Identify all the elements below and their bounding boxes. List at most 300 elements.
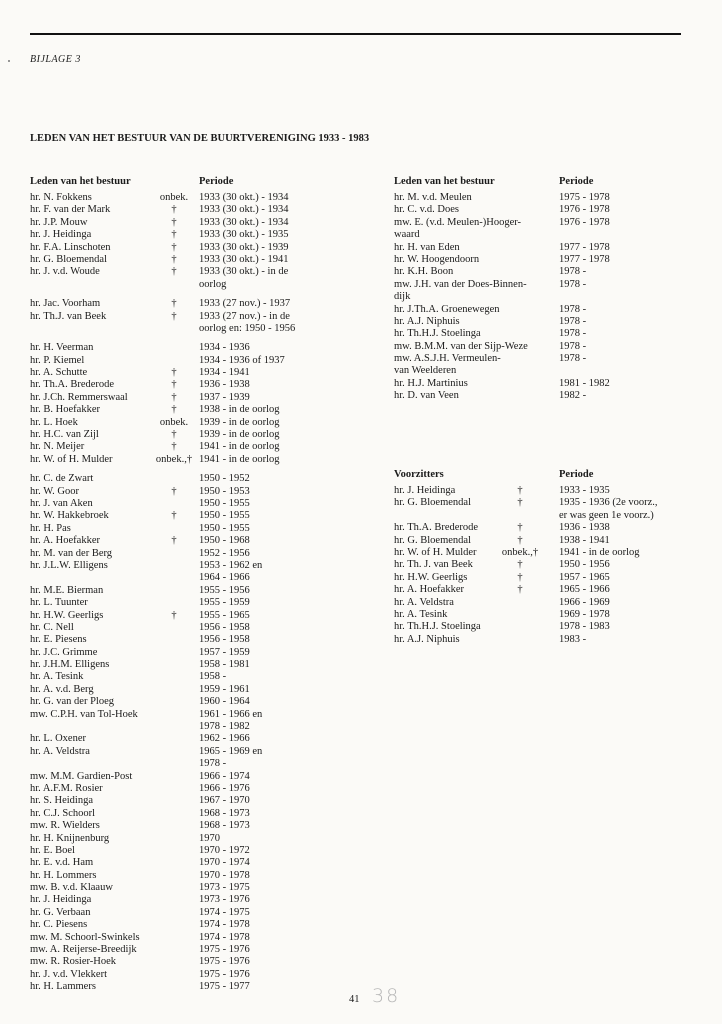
member-name: dijk: [394, 291, 411, 303]
table-row: [394, 291, 694, 303]
table-row: [30, 919, 330, 931]
member-name: hr. H. Lammers: [30, 981, 96, 993]
table-row: [394, 365, 694, 377]
member-name: hr. W. Goor: [30, 485, 80, 497]
top-rule: [30, 33, 681, 35]
member-name: hr. L. Oxener: [30, 733, 86, 745]
member-name: mw. B. v.d. Klaauw: [30, 882, 113, 894]
period-value: 1978 -: [559, 303, 587, 315]
table-row: [30, 217, 330, 229]
member-name: hr. M.E. Bierman: [30, 584, 104, 596]
member-name: hr. G. Verbaan: [30, 906, 91, 918]
table-row: [394, 316, 694, 328]
status-mark: onbek.: [159, 416, 189, 428]
table-row: [30, 783, 330, 795]
table-row: [394, 192, 694, 204]
member-name: hr. J. v.d. Woude: [30, 266, 100, 278]
period-value: 1959 - 1961: [199, 683, 250, 695]
table-row: [30, 355, 330, 367]
member-name: hr. E. Piesens: [30, 634, 87, 646]
table-row: [30, 597, 330, 609]
table-row: [30, 894, 330, 906]
period-value: 1970: [199, 832, 220, 844]
member-name: hr. B. Hoefakker: [30, 404, 100, 416]
member-name: hr. Th.J. van Beek: [30, 310, 107, 322]
table-row: [30, 746, 330, 758]
period-value: 1983 -: [559, 633, 587, 645]
period-value: 1978 -: [559, 278, 587, 290]
period-value: 1933 (30 okt.) - 1935: [199, 229, 289, 241]
status-mark: †: [171, 379, 177, 391]
table-row: [30, 454, 330, 466]
table-row: [394, 242, 694, 254]
status-mark: †: [171, 404, 177, 416]
member-name: hr. N. Meijer: [30, 441, 85, 453]
status-mark: †: [517, 485, 523, 496]
period-value: 1975 - 1978: [559, 192, 610, 203]
period-value: 1957 - 1959: [199, 646, 250, 658]
period-value: 1973 - 1976: [199, 894, 250, 906]
table-row: [394, 522, 694, 534]
member-name: hr. H. Lommers: [30, 869, 97, 881]
status-mark: †: [171, 441, 177, 453]
table-row: [30, 560, 330, 572]
period-value: 1977 - 1978: [559, 253, 610, 265]
member-name: mw. B.M.M. van der Sijp-Weze: [394, 340, 528, 352]
table-row: [30, 323, 330, 335]
member-name: hr. A.F.M. Rosier: [30, 782, 103, 794]
table-row: [30, 610, 330, 622]
member-name: hr. N. Fokkens: [30, 192, 92, 203]
table-row: [30, 845, 330, 857]
period-value: 1978 -: [559, 266, 587, 278]
table-row: [30, 510, 330, 522]
member-name: hr. A. Veldstra: [30, 745, 90, 757]
member-name: hr. J. Heidinga: [30, 229, 92, 241]
period-value: 1950 - 1955: [199, 497, 250, 509]
period-value: 1965 - 1969 en: [199, 745, 263, 757]
member-name: hr. C.J. Schoorl: [30, 807, 96, 819]
board-members-table-right: [394, 176, 694, 403]
member-name: hr. C. Piesens: [30, 919, 88, 931]
member-name: hr. L. Tuunter: [30, 597, 88, 609]
table-row: [30, 548, 330, 560]
member-name: waard: [394, 229, 420, 241]
member-name: hr. P. Kiemel: [30, 354, 85, 366]
member-name: hr. C. de Zwart: [30, 473, 94, 485]
table-row: [394, 584, 694, 596]
period-value: 1970 - 1974: [199, 857, 250, 869]
table-row: [30, 417, 330, 429]
member-name: hr. L. Hoek: [30, 416, 78, 428]
table-row: [394, 621, 694, 633]
table-row: [30, 298, 330, 310]
period-value: 1933 - 1935: [559, 485, 610, 496]
table-row: [30, 932, 330, 944]
status-mark: †: [517, 534, 523, 546]
member-name: hr. G. Bloemendal: [30, 253, 107, 265]
column-header-name: Leden van het bestuur: [394, 176, 495, 187]
period-value: 1933 (30 okt.) - 1934: [199, 204, 289, 216]
period-value: 1955 - 1959: [199, 597, 250, 609]
period-value: 1966 - 1974: [199, 770, 250, 782]
table-row: [30, 709, 330, 721]
period-value: 1970 - 1972: [199, 844, 250, 856]
period-value: 1941 - in de oorlog: [199, 453, 280, 465]
member-name: hr. A. v.d. Berg: [30, 683, 94, 695]
table-row: [394, 266, 694, 278]
period-value: 1955 - 1965: [199, 609, 250, 621]
period-value: 1950 - 1952: [199, 473, 250, 485]
table-row: [30, 404, 330, 416]
period-value: 1933 (30 okt.) - 1934: [199, 192, 289, 203]
table-row: [394, 572, 694, 584]
period-value: 1973 - 1975: [199, 882, 250, 894]
member-name: hr. Th.A. Brederode: [394, 522, 479, 534]
member-name: mw. E. (v.d. Meulen-)Hooger-: [394, 216, 522, 228]
period-value: 1968 - 1973: [199, 820, 250, 832]
member-name: hr. F. van der Mark: [30, 204, 111, 216]
table-row: [394, 341, 694, 353]
table-row: [30, 342, 330, 354]
member-name: hr. A.J. Niphuis: [394, 315, 460, 327]
status-mark: †: [171, 266, 177, 278]
table-row: [394, 204, 694, 216]
period-value: 1955 - 1956: [199, 584, 250, 596]
table-row: [394, 229, 694, 241]
table-row: [30, 229, 330, 241]
margin-speck: [8, 60, 10, 62]
period-value: 1933 (30 okt.) - in de: [199, 266, 289, 278]
table-row: [30, 969, 330, 981]
table-row: [30, 944, 330, 956]
table-row: [30, 721, 330, 733]
period-value: 1953 - 1962 en: [199, 559, 263, 571]
table-row: [30, 311, 330, 323]
member-name: mw. R. Rosier-Hoek: [30, 956, 117, 968]
table-row: [30, 622, 330, 634]
member-name: hr. J.Th.A. Groenewegen: [394, 303, 500, 315]
period-value: 1950 - 1956: [559, 559, 610, 571]
period-value: 1978 - 1983: [559, 621, 610, 633]
table-row: [394, 547, 694, 559]
member-name: hr. S. Heidinga: [30, 795, 93, 807]
member-name: hr. W. Hoogendoorn: [394, 253, 480, 265]
member-name: hr. A. Tesink: [394, 608, 448, 620]
table-row: [394, 390, 694, 402]
table-header: [394, 176, 694, 192]
member-name: hr. H. Pas: [30, 522, 71, 534]
period-value: 1950 - 1953: [199, 485, 250, 497]
table-row: [30, 671, 330, 683]
table-row: [30, 795, 330, 807]
table-row: [394, 485, 694, 497]
member-name: hr. A. Veldstra: [394, 596, 454, 608]
period-value: 1966 - 1969: [559, 596, 610, 608]
table-row: [30, 647, 330, 659]
period-value: 1950 - 1955: [199, 510, 250, 522]
table-row: [394, 279, 694, 291]
member-name: mw. M. Schoorl-Swinkels: [30, 931, 140, 943]
table-row: [30, 441, 330, 453]
member-name: hr. F.A. Linschoten: [30, 241, 111, 253]
member-name: van Weelderen: [394, 365, 457, 377]
appendix-label: BIJLAGE 3: [30, 54, 81, 65]
table-row: [394, 304, 694, 316]
column-header-period: Periode: [199, 176, 234, 187]
period-value: 1982 -: [559, 390, 587, 402]
period-value: 1974 - 1975: [199, 906, 250, 918]
status-mark: †: [517, 571, 523, 583]
table-row: [30, 266, 330, 278]
table-row: [30, 981, 330, 993]
member-name: hr. J. Heidinga: [30, 894, 92, 906]
table-row: [30, 956, 330, 968]
status-mark: †: [171, 216, 177, 228]
period-value: 1978 -: [559, 353, 587, 365]
member-name: hr. J.C. Grimme: [30, 646, 98, 658]
member-name: mw. A.S.J.H. Vermeulen-: [394, 353, 501, 365]
period-value: 1956 - 1958: [199, 634, 250, 646]
status-mark: †: [517, 584, 523, 596]
table-row: [30, 820, 330, 832]
status-mark: †: [517, 497, 523, 509]
period-value: 1957 - 1965: [559, 571, 610, 583]
member-name: hr. J.Ch. Remmerswaal: [30, 391, 128, 403]
period-value: 1941 - in de oorlog: [559, 546, 640, 558]
member-name: hr. G. van der Ploeg: [30, 696, 114, 708]
period-value: 1956 - 1958: [199, 621, 250, 633]
period-value: 1933 (30 okt.) - 1939: [199, 241, 289, 253]
table-row: [30, 192, 330, 204]
table-row: [30, 392, 330, 404]
member-name: hr. H. Knijnenburg: [30, 832, 110, 844]
table-body: [394, 192, 694, 403]
member-name: hr. H.W. Geerligs: [394, 571, 468, 583]
member-name: hr. J.P. Mouw: [30, 216, 88, 228]
table-row: [30, 585, 330, 597]
table-row: [394, 328, 694, 340]
period-value: 1933 (27 nov.) - 1937: [199, 298, 291, 310]
period-value: 1976 - 1978: [559, 216, 610, 228]
period-value: 1978 -: [559, 340, 587, 352]
period-value: 1976 - 1978: [559, 204, 610, 216]
table-row: [394, 378, 694, 390]
period-value: 1965 - 1966: [559, 584, 610, 596]
chairmen-table: [394, 469, 694, 646]
period-value: 1950 - 1955: [199, 522, 250, 534]
column-header-period: Periode: [559, 469, 594, 480]
period-value: 1975 - 1976: [199, 968, 250, 980]
member-name: hr. H.C. van Zijl: [30, 429, 99, 441]
period-value: 1950 - 1968: [199, 535, 250, 547]
period-value: 1975 - 1976: [199, 944, 250, 956]
table-body: [30, 192, 330, 994]
table-row: [394, 535, 694, 547]
table-row: [30, 429, 330, 441]
member-name: hr. G. Bloemendal: [394, 497, 471, 509]
member-name: hr. J.L.W. Elligens: [30, 559, 108, 571]
period-value: 1975 - 1977: [199, 981, 250, 993]
table-row: [394, 510, 694, 522]
table-row: [30, 279, 330, 291]
column-header-name: Leden van het bestuur: [30, 176, 131, 187]
member-name: hr. W. Hakkebroek: [30, 510, 109, 522]
member-name: hr. W. of H. Mulder: [394, 546, 477, 558]
member-name: mw. A. Reijerse-Breedijk: [30, 944, 137, 956]
period-value: 1941 - in de oorlog: [199, 441, 280, 453]
table-row: [30, 535, 330, 547]
table-row: [394, 497, 694, 509]
member-name: hr. H. Veerman: [30, 342, 94, 354]
table-row: [30, 379, 330, 391]
member-name: hr. A. Hoefakker: [394, 584, 464, 596]
status-mark: †: [171, 229, 177, 241]
member-name: hr. K.H. Boon: [394, 266, 454, 278]
table-row: [394, 634, 694, 646]
status-mark: †: [171, 609, 177, 621]
period-value: 1958 - 1981: [199, 659, 250, 671]
member-name: hr. A. Schutte: [30, 367, 88, 379]
period-value: 1936 - 1938: [199, 379, 250, 391]
table-row: [394, 254, 694, 266]
member-name: hr. H.W. Geerligs: [30, 609, 104, 621]
member-name: hr. A. Hoefakker: [30, 535, 100, 547]
period-value: 1952 - 1956: [199, 547, 250, 559]
member-name: hr. H.J. Martinius: [394, 377, 468, 389]
table-row: [394, 353, 694, 365]
member-name: hr. Th.H.J. Stoelinga: [394, 621, 481, 633]
table-row: [30, 771, 330, 783]
member-name: hr. E. v.d. Ham: [30, 857, 94, 869]
period-value: oorlog: [199, 278, 227, 290]
status-mark: †: [517, 522, 523, 534]
period-value: 1933 (30 okt.) - 1941: [199, 253, 289, 265]
period-value: 1960 - 1964: [199, 696, 250, 708]
period-value: 1974 - 1978: [199, 919, 250, 931]
table-row: [30, 870, 330, 882]
period-value: 1978 - 1982: [199, 721, 250, 733]
table-row: [30, 833, 330, 845]
table-header: [30, 176, 330, 192]
status-mark: †: [171, 535, 177, 547]
table-row: [30, 857, 330, 869]
table-row: [30, 758, 330, 770]
member-name: mw. J.H. van der Does-Binnen-: [394, 278, 527, 290]
period-value: 1975 - 1976: [199, 956, 250, 968]
table-row: [394, 559, 694, 571]
member-name: mw. R. Wielders: [30, 820, 100, 832]
period-value: 1934 - 1936 of 1937: [199, 354, 285, 366]
table-row: [30, 486, 330, 498]
table-row: [394, 609, 694, 621]
table-row: [30, 907, 330, 919]
period-value: 1938 - 1941: [559, 534, 610, 546]
table-body: [394, 485, 694, 646]
status-mark: †: [171, 204, 177, 216]
period-value: 1966 - 1976: [199, 782, 250, 794]
period-value: 1968 - 1973: [199, 807, 250, 819]
table-row: [30, 659, 330, 671]
table-row: [30, 634, 330, 646]
member-name: hr. C. v.d. Does: [394, 204, 459, 216]
period-value: 1978 -: [559, 328, 587, 340]
status-mark: †: [517, 559, 523, 571]
board-members-table-left: [30, 176, 330, 994]
member-name: hr. Jac. Voorham: [30, 298, 101, 310]
period-value: 1939 - in de oorlog: [199, 429, 280, 441]
table-row: [30, 882, 330, 894]
status-mark: †: [171, 367, 177, 379]
period-value: 1935 - 1936 (2e voorz.,: [559, 497, 658, 509]
period-value: 1934 - 1941: [199, 367, 250, 379]
period-value: oorlog en: 1950 - 1956: [199, 322, 296, 334]
status-mark: †: [171, 510, 177, 522]
member-name: hr. A. Tesink: [30, 671, 84, 683]
member-name: hr. J. Heidinga: [394, 485, 456, 496]
period-value: 1937 - 1939: [199, 391, 250, 403]
member-name: hr. M. v.d. Meulen: [394, 192, 472, 203]
member-name: hr. Th. J. van Beek: [394, 559, 473, 571]
page-title: LEDEN VAN HET BESTUUR VAN DE BUURTVERENIGING 1933 - 1983: [30, 133, 370, 144]
period-value: 1974 - 1978: [199, 931, 250, 943]
member-name: hr. J. v.d. Vlekkert: [30, 968, 107, 980]
period-value: 1938 - in de oorlog: [199, 404, 280, 416]
column-header-period: Periode: [559, 176, 594, 187]
member-name: mw. C.P.H. van Tol-Hoek: [30, 708, 138, 720]
period-value: 1933 (30 okt.) - 1934: [199, 216, 289, 228]
page-number: 41: [349, 994, 360, 1005]
period-value: 1981 - 1982: [559, 377, 610, 389]
table-row: [30, 523, 330, 535]
member-name: hr. J.H.M. Elligens: [30, 659, 110, 671]
table-row: [30, 684, 330, 696]
period-value: 1967 - 1970: [199, 795, 250, 807]
period-value: 1962 - 1966: [199, 733, 250, 745]
member-name: hr. A.J. Niphuis: [394, 633, 460, 645]
table-row: [30, 498, 330, 510]
status-mark: †: [171, 485, 177, 497]
period-value: 1961 - 1966 en: [199, 708, 263, 720]
table-row: [30, 204, 330, 216]
member-name: hr. G. Bloemendal: [394, 534, 471, 546]
member-name: hr. M. van der Berg: [30, 547, 113, 559]
period-value: 1978 -: [559, 315, 587, 327]
member-name: hr. Th.A. Brederode: [30, 379, 115, 391]
period-value: 1934 - 1936: [199, 342, 250, 354]
period-value: 1939 - in de oorlog: [199, 416, 280, 428]
table-row: [30, 473, 330, 485]
table-row: [30, 242, 330, 254]
status-mark: onbek.,†: [501, 546, 539, 558]
table-row: [30, 367, 330, 379]
handwritten-page-number: 38: [372, 985, 401, 1007]
status-mark: †: [171, 241, 177, 253]
table-row: [30, 808, 330, 820]
member-name: mw. M.M. Gardien-Post: [30, 770, 133, 782]
period-value: 1958 -: [199, 671, 227, 683]
table-row: [30, 696, 330, 708]
status-mark: onbek.,†: [155, 453, 193, 465]
table-row: [394, 597, 694, 609]
member-name: hr. E. Boel: [30, 844, 75, 856]
period-value: 1936 - 1938: [559, 522, 610, 534]
period-value: 1969 - 1978: [559, 608, 610, 620]
member-name: hr. J. van Aken: [30, 497, 93, 509]
member-name: hr. W. of H. Mulder: [30, 453, 113, 465]
member-name: hr. Th.H.J. Stoelinga: [394, 328, 481, 340]
status-mark: †: [171, 429, 177, 441]
